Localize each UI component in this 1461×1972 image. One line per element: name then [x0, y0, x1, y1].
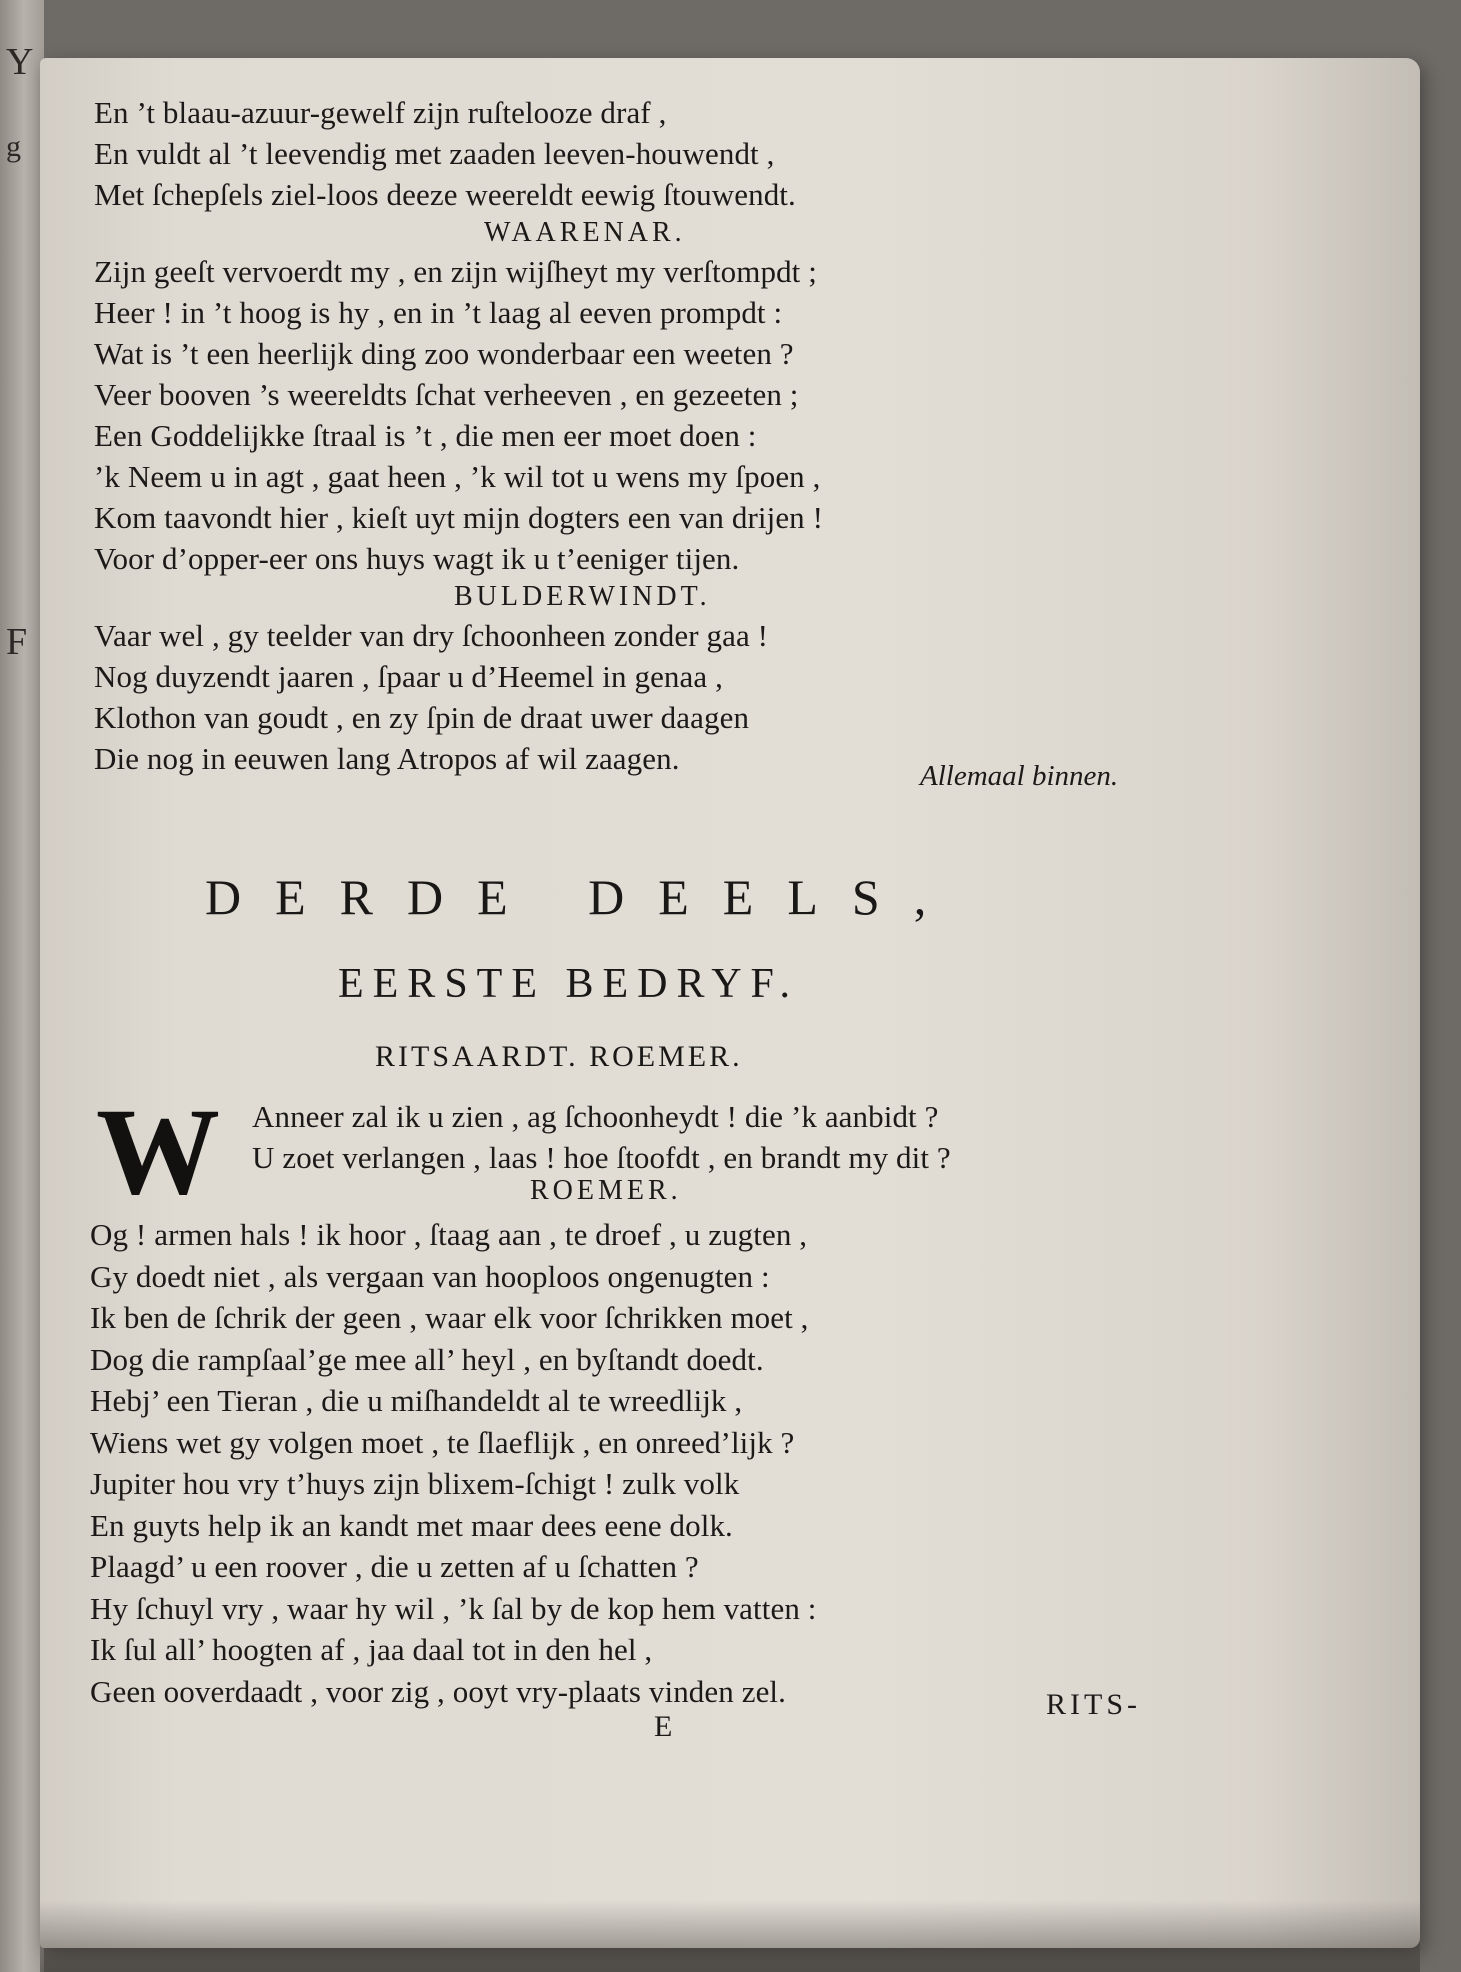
verse-line: Klothon van goudt , en zy ſpin de draat uwer daagen	[94, 700, 750, 735]
signature-mark: E	[654, 1710, 673, 1743]
verse-line: Zijn geeſt vervoerdt my , en zijn wijſheyt my verſtompdt ;	[94, 254, 817, 289]
catchword: RITS-	[1046, 1688, 1141, 1721]
verse-line: Nog duyzendt jaaren , ſpaar u d’Heemel in genaa ,	[94, 659, 723, 694]
verse-line: Voor d’opper-eer ons huys wagt ik u t’eeniger tijen.	[94, 541, 740, 576]
verse-line: Vaar wel , gy teelder van dry ſchoonheen zonder gaa !	[94, 618, 769, 653]
verse-line: Ik ben de ſchrik der geen , waar elk voor ſchrikken moet ,	[90, 1300, 809, 1335]
verse-line: ’k Neem u in agt , gaat heen , ’k wil tot u wens my ſpoen ,	[94, 459, 821, 494]
verse-line: Gy doedt niet , als vergaan van hooploos ongenugten :	[90, 1258, 770, 1294]
verse-line: Die nog in eeuwen lang Atropos af wil zaagen.	[94, 741, 680, 776]
verse-line: Jupiter hou vry t’huys zijn blixem-ſchigt ! zulk volk	[90, 1466, 740, 1501]
verse-line: Wat is ’t een heerlijk ding zoo wonderbaar een weeten ?	[94, 336, 794, 371]
verse-line: Kom taavondt hier , kieſt uyt mijn dogters een van drijen !	[94, 500, 824, 535]
verse-line: En guyts help ik an kandt met maar dees eene dolk.	[90, 1507, 733, 1543]
lower-text-block	[90, 1214, 816, 1712]
verse-line: Een Goddelijkke ſtraal is ’t , die men eer moet doen :	[94, 418, 757, 453]
verse-line: Geen ooverdaadt , voor zig , ooyt vry-plaats vinden zel.	[90, 1673, 786, 1709]
speaker-name: WAARENAR.	[484, 217, 686, 248]
edge-glyph: F	[6, 621, 28, 663]
characters-heading: RITSAARDT. ROEMER.	[375, 1040, 743, 1073]
verse-line: Veer booven ’s weereldts ſchat verheeven , en gezeeten ;	[94, 377, 799, 412]
act-heading: EERSTE BEDRYF.	[338, 961, 800, 1007]
verse-line: Anneer zal ik u zien , ag ſchoonheydt ! die ’k aanbidt ?	[252, 1099, 939, 1134]
drop-cap: W	[96, 1083, 220, 1220]
opening-lines	[252, 1096, 951, 1178]
page-shadow	[40, 1900, 1420, 1972]
verse-line: Dog die rampſaal’ge mee all’ heyl , en byſtandt doedt.	[90, 1341, 764, 1377]
verse-line: Plaagd’ u een roover , die u zetten af u ſchatten ?	[90, 1549, 699, 1584]
speaker-name: BULDERWINDT.	[454, 581, 711, 612]
verse-line: Wiens wet gy volgen moet , te ſlaeflijk , en onreed’lijk ?	[90, 1424, 795, 1460]
edge-glyph: g	[6, 130, 21, 163]
verse-line: En vuldt al ’t leevendig met zaaden leeven-houwendt ,	[94, 136, 775, 171]
verse-line: Hy ſchuyl vry , waar hy wil , ’k ſal by de kop hem vatten :	[90, 1590, 817, 1626]
speaker-name: ROEMER.	[530, 1175, 682, 1206]
verse-line: U zoet verlangen , laas ! hoe ſtoofdt , en brandt my dit ?	[252, 1140, 951, 1175]
adjacent-page-edge	[0, 0, 44, 1972]
part-heading: DERDE DEELS,	[205, 869, 961, 925]
verse-line: Heer ! in ’t hoog is hy , en in ’t laag al eeven prompdt :	[94, 295, 783, 330]
verse-line: Met ſchepſels ziel-loos deeze weereldt eewig ſtouwendt.	[94, 177, 796, 212]
upper-text-block	[94, 92, 1174, 779]
verse-line: Ik ſul all’ hoogten af , jaa daal tot in den hel ,	[90, 1632, 653, 1667]
verse-line: En ’t blaau-azuur-gewelf zijn ruſtelooze draf ,	[94, 95, 667, 130]
stage-direction: Allemaal binnen.	[920, 760, 1119, 792]
verse-line: Hebj’ een Tieran , die u miſhandeldt al te wreedlijk ,	[90, 1383, 743, 1418]
verse-line: Og ! armen hals ! ik hoor , ſtaag aan , te droef , u zugten ,	[90, 1217, 808, 1252]
edge-glyph: Y	[6, 41, 34, 83]
